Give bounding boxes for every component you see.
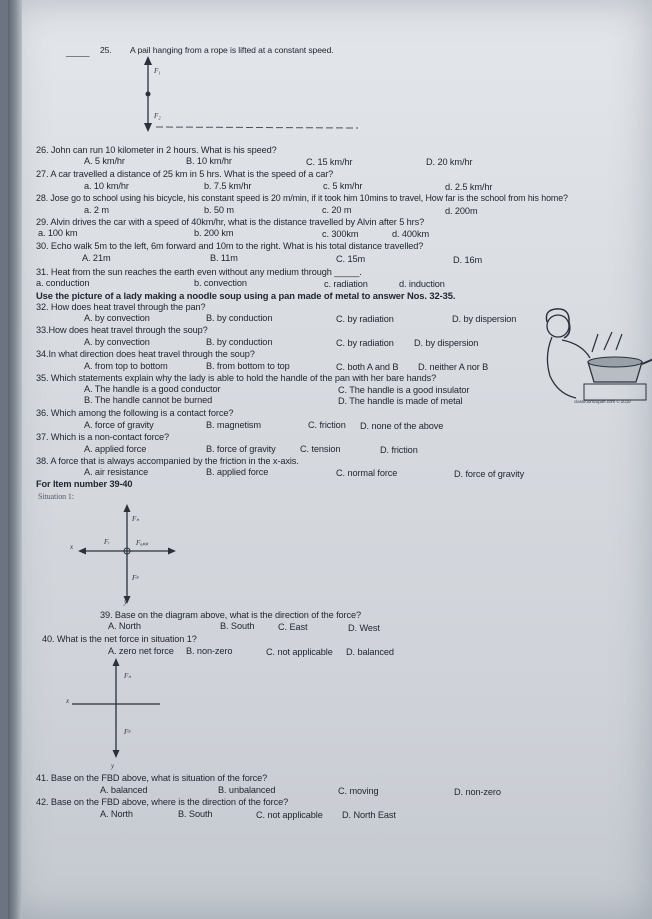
q38-stem: 38. A force that is always accompanied by the friction in the x-axis. (36, 456, 299, 466)
q30-stem: 30. Echo walk 5m to the left, 6m forward and 10m to the right. What is his total distance travelled? (36, 241, 424, 251)
q36-stem: 36. Which among the following is a contact force? (36, 408, 234, 418)
q29-option-a: a. 100 km (38, 228, 78, 238)
q41-stem: 41. Base on the FBD above, what is situation of the force? (36, 773, 268, 783)
q26-option-a: A. 5 km/hr (84, 156, 125, 166)
q34-option-c: C. both A and B (336, 362, 399, 372)
q30-option-c: C. 15m (336, 254, 366, 264)
q39-option-d: D. West (348, 623, 380, 633)
q33-option-a: A. by convection (84, 337, 150, 347)
q35-option-b: B. The handle cannot be burned (84, 395, 213, 405)
q34-option-d: D. neither A nor B (418, 362, 489, 372)
q40-option-d: D. balanced (346, 647, 394, 657)
q25-number: 25. (100, 45, 112, 55)
q28-option-a: a. 2 m (84, 205, 109, 215)
q38-option-c: C. normal force (336, 468, 398, 478)
q40-option-a: A. zero net force (108, 646, 174, 656)
image-caption: classroomclipart.com © 2019 (574, 399, 631, 404)
q30-option-d: D. 16m (453, 255, 483, 265)
q27-option-b: b. 7.5 km/hr (204, 181, 252, 191)
q41-option-c: C. moving (338, 786, 379, 796)
situation-1-free-body-diagram (68, 504, 188, 608)
q29-option-c: c. 300km (322, 229, 359, 239)
q28-stem: 28. Jose go to school using his bicycle, his constant speed is 20 m/min, if it took him 10mins to travel, How far is the school from his home? (36, 193, 568, 203)
q25-text: A pail hanging from a rope is lifted at a constant speed. (130, 45, 334, 55)
label-f2: F₂ (154, 112, 161, 120)
q34-stem: 34.In what direction does heat travel through the soup? (36, 349, 255, 359)
q36-option-d: D. none of the above (360, 421, 444, 431)
q32-stem: 32. How does heat travel through the pan? (36, 302, 206, 312)
q27-option-d: d. 2.5 km/hr (445, 182, 493, 192)
q35-option-d: D. The handle is made of metal (338, 396, 463, 406)
q33-option-c: C. by radiation (336, 338, 394, 348)
second-free-body-diagram (68, 656, 178, 762)
q31-option-b: b. convection (194, 278, 247, 288)
q31-option-d: d. induction (399, 279, 445, 289)
worksheet-page (8, 0, 652, 919)
q37-option-b: B. force of gravity (206, 444, 276, 454)
label-x-2: x (66, 697, 70, 705)
q37-option-a: A. applied force (84, 444, 147, 454)
q29-stem: 29. Alvin drives the car with a speed of 40km/hr, what is the distance travelled by Alvin after 5 hrs? (36, 217, 425, 227)
q41-option-d: D. non-zero (454, 787, 501, 797)
q32-option-b: B. by conduction (206, 313, 273, 323)
q33-option-d: D. by dispersion (414, 338, 479, 348)
q26-option-b: B. 10 km/hr (186, 156, 232, 166)
pail-force-diagram (126, 56, 366, 134)
q26-option-c: C. 15 km/hr (306, 157, 353, 167)
binding-edge (8, 0, 22, 919)
q27-stem: 27. A car travelled a distance of 25 km in 5 hrs. What is the speed of a car? (36, 169, 334, 179)
label-fn: Fₙ (132, 515, 140, 523)
q36-option-a: A. force of gravity (84, 420, 154, 430)
q34-option-a: A. from top to bottom (84, 361, 168, 371)
q28-option-d: d. 200m (445, 206, 478, 216)
q34-option-b: B. from bottom to top (206, 361, 290, 371)
q28-option-c: c. 20 m (322, 205, 352, 215)
q27-option-a: a. 10 km/hr (84, 181, 129, 191)
q40-option-c: C. not applicable (266, 647, 333, 657)
q32-option-d: D. by dispersion (452, 314, 517, 324)
q32-option-c: C. by radiation (336, 314, 394, 324)
q35-stem: 35. Which statements explain why the lady is able to hold the handle of the pan with her bare hands? (36, 373, 437, 383)
label-y-2: y (111, 762, 115, 770)
q29-option-b: b. 200 km (194, 228, 234, 238)
q42-stem: 42. Base on the FBD above, where is the direction of the force? (36, 797, 289, 807)
q37-option-c: C. tension (300, 444, 341, 454)
q42-option-a: A. North (100, 809, 133, 819)
q37-stem: 37. Which is a non-contact force? (36, 432, 170, 442)
q42-option-c: C. not applicable (256, 810, 323, 820)
q39-option-b: B. South (220, 621, 255, 631)
q31-stem: 31. Heat from the sun reaches the earth even without any medium through _____. (36, 267, 362, 277)
lady-cooking-noodle-soup-image (538, 304, 652, 404)
q36-option-c: C. friction (308, 420, 346, 430)
q38-option-d: D. force of gravity (454, 469, 525, 479)
q26-option-d: D. 20 km/hr (426, 157, 473, 167)
q33-stem: 33.How does heat travel through the soup? (36, 325, 208, 335)
q36-option-b: B. magnetism (206, 420, 261, 430)
q31-option-c: c. radiation (324, 279, 368, 289)
label-f1: F₁ (154, 67, 161, 75)
q32-option-a: A. by convection (84, 313, 150, 323)
heading-39-40: For Item number 39-40 (36, 479, 133, 489)
q40-stem: 40. What is the net force in situation 1? (42, 634, 197, 644)
q42-option-d: D. North East (342, 810, 396, 820)
label-fn-2: Fₙ (124, 672, 132, 680)
q38-option-b: B. applied force (206, 467, 269, 477)
situation-label: Situation 1: (38, 492, 74, 501)
q39-option-c: C. East (278, 622, 308, 632)
q37-option-d: D. friction (380, 445, 418, 455)
q28-option-b: b. 50 m (204, 205, 234, 215)
q39-stem: 39. Base on the diagram above, what is the direction of the force? (100, 610, 362, 620)
label-y: y (124, 598, 128, 606)
instruction-32-35: Use the picture of a lady making a noodle soup using a pan made of metal to answer Nos. 32-35. (36, 290, 456, 301)
q39-option-a: A. North (108, 621, 141, 631)
label-fg-2: Fᵍ (124, 728, 131, 736)
q33-option-b: B. by conduction (206, 337, 273, 347)
q38-option-a: A. air resistance (84, 467, 149, 477)
q27-option-c: c. 5 km/hr (323, 181, 363, 191)
q30-option-a: A. 21m (82, 253, 111, 263)
q42-option-b: B. South (178, 809, 213, 819)
q40-option-b: B. non-zero (186, 646, 233, 656)
q35-option-c: C. The handle is a good insulator (338, 385, 470, 395)
q26-stem: 26. John can run 10 kilometer in 2 hours. What is his speed? (36, 145, 277, 155)
q35-option-a: A. The handle is a good conductor (84, 384, 221, 394)
label-fg: Fᵍ (132, 574, 139, 582)
q41-option-b: B. unbalanced (218, 785, 276, 795)
q30-option-b: B. 11m (210, 253, 238, 263)
label-fapp: Fₐₚₚ (136, 539, 149, 547)
q29-option-d: d. 400km (392, 229, 429, 239)
q25-blank: _____ (66, 47, 90, 57)
q31-option-a: a. conduction (36, 278, 90, 288)
q41-option-a: A. balanced (100, 785, 148, 795)
label-x: x (70, 543, 74, 551)
label-fr: Fᵣ (104, 538, 110, 546)
